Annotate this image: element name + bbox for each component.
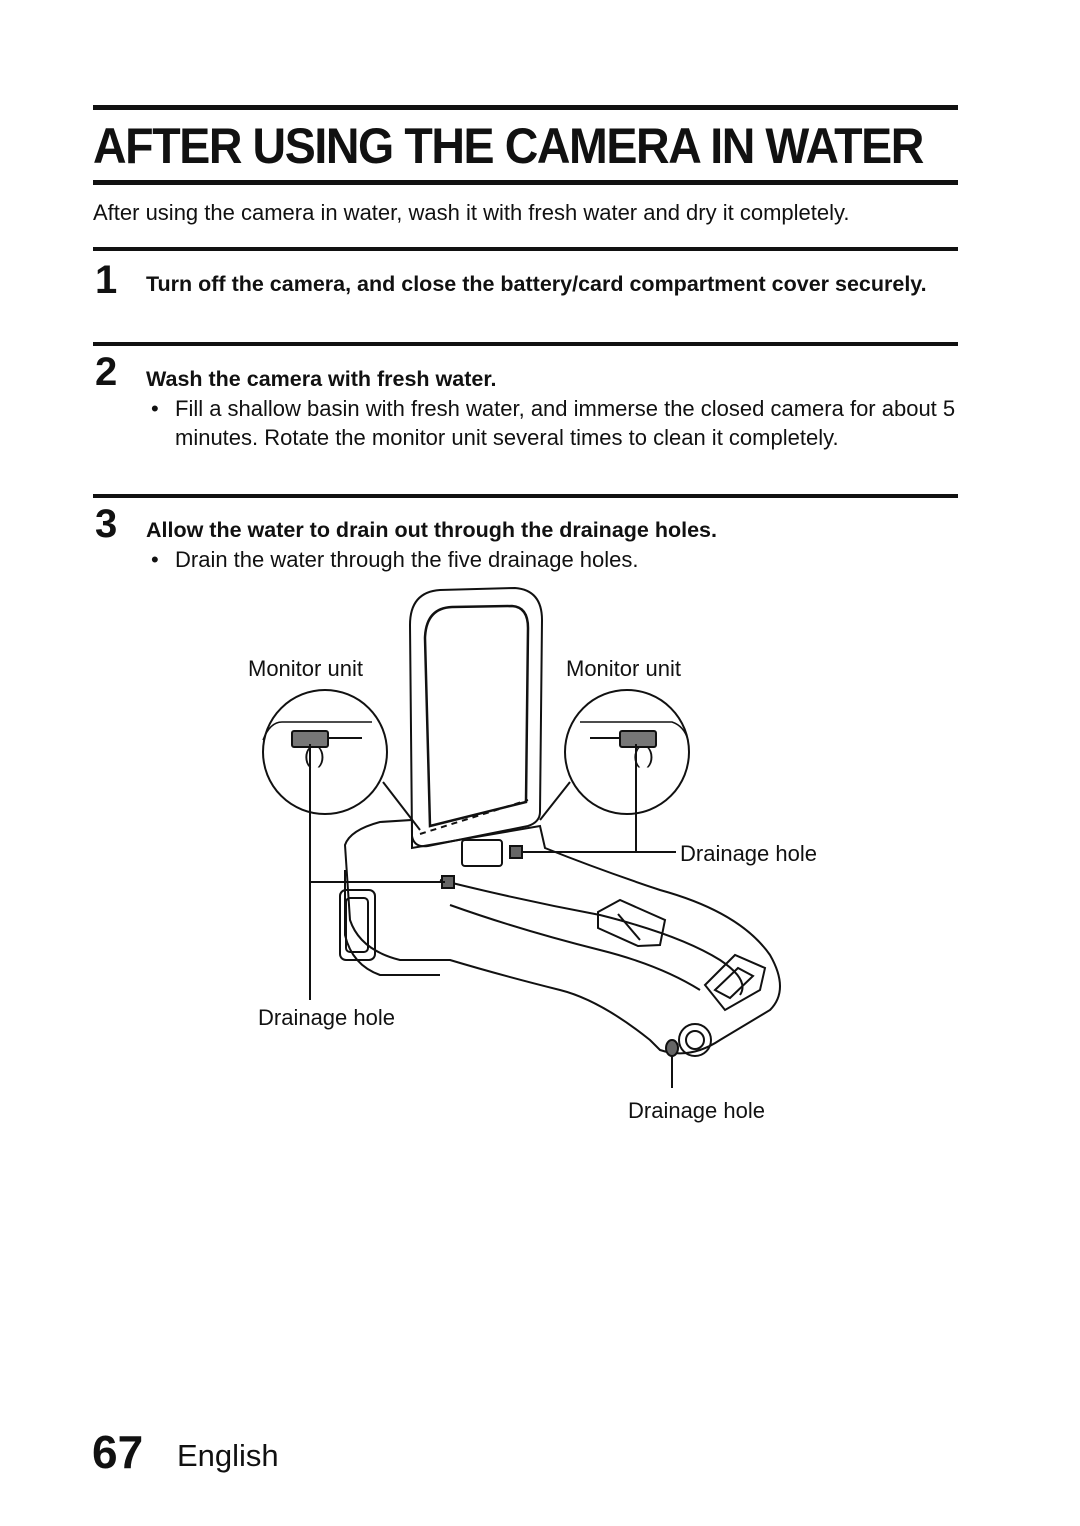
monitor-screen <box>425 606 528 826</box>
step-3-number: 3 <box>95 502 118 546</box>
strap-loop <box>705 955 765 1010</box>
svg-text:( ): ( ) <box>633 743 654 768</box>
step-1-heading: Turn off the camera, and close the battery/card compartment cover securely. <box>146 272 927 296</box>
drainage-hole-mark <box>510 846 522 858</box>
page-title: AFTER USING THE CAMERA IN WATER <box>93 118 923 174</box>
label-monitor-unit-left: Monitor unit <box>248 656 363 681</box>
step-3-bullet-text: Drain the water through the five drainage holes. <box>175 547 639 572</box>
label-drainage-hole-bottom: Drainage hole <box>628 1098 765 1123</box>
page-number: 67 <box>92 1426 144 1478</box>
magnify-circle-left <box>263 690 387 814</box>
svg-text:( ): ( ) <box>304 743 325 768</box>
step-2-number: 2 <box>95 350 118 394</box>
drainage-hole-mark <box>666 1040 678 1056</box>
step-2-heading: Wash the camera with fresh water. <box>146 367 497 391</box>
footer-language: English <box>177 1438 279 1473</box>
step-2-bullet-text: Fill a shallow basin with fresh water, and immerse the closed camera for about 5 minutes. Rotate the monitor unit several times to clean it completely. <box>175 396 956 450</box>
label-drainage-hole-left: Drainage hole <box>258 1005 395 1030</box>
label-drainage-hole-right: Drainage hole <box>680 841 817 866</box>
label-monitor-unit-right: Monitor unit <box>566 656 681 681</box>
step-1-number: 1 <box>95 258 118 302</box>
bullet-dot: • <box>151 396 159 421</box>
step-3-heading: Allow the water to drain out through the drainage holes. <box>146 518 717 542</box>
leader-drainage-right <box>522 744 636 852</box>
bullet-dot: • <box>151 547 159 572</box>
intro-text: After using the camera in water, wash it with fresh water and dry it completely. <box>93 200 850 225</box>
magnify-circle-right <box>565 690 689 814</box>
